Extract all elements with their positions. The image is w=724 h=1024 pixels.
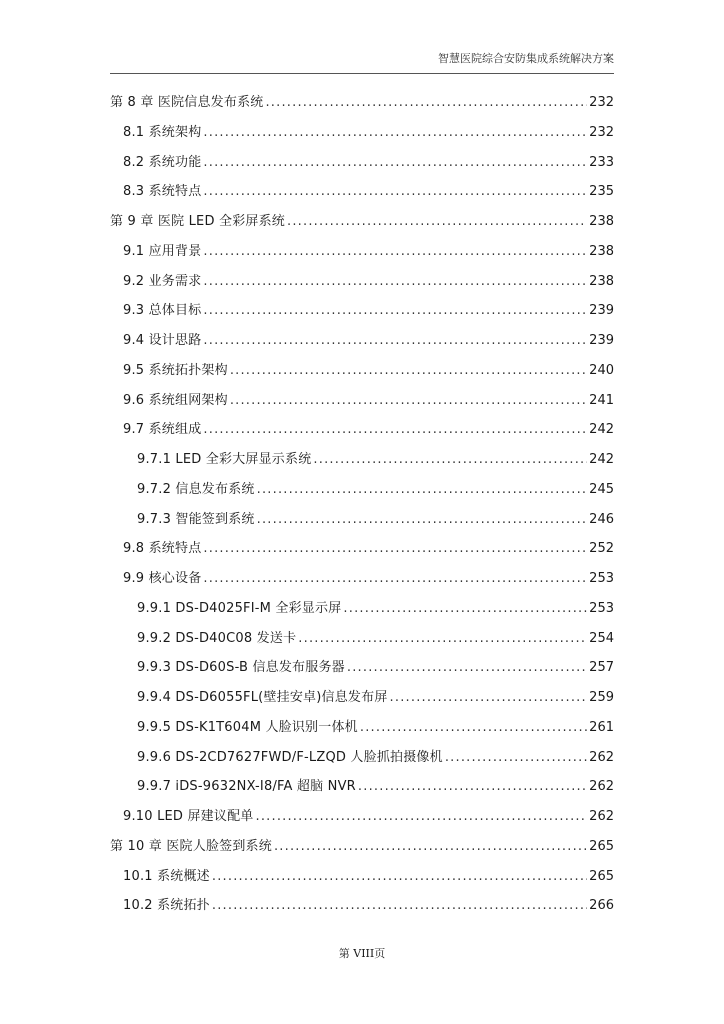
toc-entry-title: 9.7.2 信息发布系统 <box>137 481 255 497</box>
toc-entry[interactable] <box>110 445 614 475</box>
toc-entry-page-number: 238 <box>589 243 614 259</box>
toc-dot-leader <box>203 415 587 445</box>
toc-entry[interactable] <box>110 624 614 654</box>
toc-entry-title: 第 10 章 医院人脸签到系统 <box>110 838 272 854</box>
toc-entry-page-number: 265 <box>589 868 614 884</box>
toc-entry[interactable] <box>110 743 614 773</box>
toc-entry-title: 9.8 系统特点 <box>123 541 202 557</box>
toc-entry-page-number: 266 <box>589 898 614 914</box>
toc-dot-leader <box>298 624 587 654</box>
toc-entry-page-number: 252 <box>589 541 614 557</box>
toc-entry[interactable] <box>110 475 614 505</box>
toc-entry-page-number: 259 <box>589 690 614 705</box>
toc-entry-page-number: 238 <box>589 214 614 229</box>
toc-entry-page-number: 239 <box>589 303 614 319</box>
toc-entry-title: 9.2 业务需求 <box>123 273 202 289</box>
toc-dot-leader <box>343 594 587 624</box>
toc-entry-page-number: 235 <box>589 184 614 200</box>
toc-entry-title: 9.9.2 DS-D40C08 发送卡 <box>137 630 297 646</box>
toc-dot-leader <box>257 505 588 535</box>
toc-dot-leader <box>230 386 587 416</box>
toc-entry-title: 9.10 LED 屏建议配单 <box>123 809 254 824</box>
toc-dot-leader <box>265 88 587 118</box>
toc-entry[interactable] <box>110 356 614 386</box>
toc-entry-title: 9.6 系统组网架构 <box>123 392 228 408</box>
toc-dot-leader <box>203 148 587 178</box>
toc-dot-leader <box>203 564 587 594</box>
toc-entry[interactable] <box>110 415 614 445</box>
toc-entry[interactable] <box>110 177 614 207</box>
toc-entry-title: 9.4 设计思路 <box>123 333 202 348</box>
toc-entry-page-number: 240 <box>589 362 614 378</box>
toc-entry-title: 9.1 应用背景 <box>123 243 202 259</box>
toc-entry-title: 9.3 总体目标 <box>123 303 202 319</box>
toc-entry-page-number: 241 <box>589 392 614 408</box>
toc-entry-page-number: 242 <box>589 452 614 467</box>
toc-entry[interactable] <box>110 564 614 594</box>
toc-entry[interactable] <box>110 326 614 356</box>
toc-entry-title: 第 9 章 医院 LED 全彩屏系统 <box>110 214 285 229</box>
toc-entry-page-number: 257 <box>589 660 614 676</box>
toc-entry-page-number: 233 <box>589 154 614 170</box>
toc-entry-title: 9.9.3 DS-D60S-B 信息发布服务器 <box>137 660 345 676</box>
toc-entry-title: 9.7.1 LED 全彩大屏显示系统 <box>137 452 312 467</box>
toc-dot-leader <box>360 713 587 743</box>
toc-dot-leader <box>445 743 587 773</box>
page-number: 第 VIII页 <box>338 947 386 960</box>
toc-entry[interactable] <box>110 237 614 267</box>
toc-entry-title: 9.9.6 DS-2CD7627FWD/F-LZQD 人脸抓拍摄像机 <box>137 749 443 765</box>
toc-entry[interactable] <box>110 683 614 713</box>
toc-entry-page-number: 262 <box>589 749 614 765</box>
toc-dot-leader <box>257 475 588 505</box>
toc-dot-leader <box>203 296 587 326</box>
toc-entry[interactable] <box>110 891 614 921</box>
toc-entry[interactable] <box>110 534 614 564</box>
toc-entry[interactable] <box>110 772 614 802</box>
toc-entry[interactable] <box>110 653 614 683</box>
toc-entry-title: 第 8 章 医院信息发布系统 <box>110 95 264 110</box>
toc-entry-title: 9.9.4 DS-D6055FL(壁挂安卓)信息发布屏 <box>137 690 388 705</box>
toc-entry-title: 8.3 系统特点 <box>123 184 202 200</box>
toc-entry[interactable] <box>110 832 614 862</box>
toc-entry[interactable] <box>110 296 614 326</box>
toc-entry[interactable] <box>110 267 614 297</box>
toc-entry-title: 9.9.1 DS-D4025FI-M 全彩显示屏 <box>137 600 342 616</box>
toc-entry-title: 9.9 核心设备 <box>123 571 202 586</box>
toc-entry-page-number: 245 <box>589 481 614 497</box>
toc-dot-leader <box>255 802 587 832</box>
header-divider <box>110 73 614 74</box>
toc-entry[interactable] <box>110 118 614 148</box>
toc-dot-leader <box>230 356 587 386</box>
toc-dot-leader <box>203 118 587 148</box>
toc-entry[interactable] <box>110 862 614 892</box>
toc-dot-leader <box>287 207 587 237</box>
toc-dot-leader <box>313 445 587 475</box>
toc-entry[interactable] <box>110 594 614 624</box>
toc-entry-title: 9.7 系统组成 <box>123 422 202 438</box>
toc-entry-title: 10.2 系统拓扑 <box>123 898 210 914</box>
toc-entry[interactable] <box>110 386 614 416</box>
toc-dot-leader <box>212 862 587 892</box>
table-of-contents <box>110 88 614 921</box>
toc-entry-page-number: 232 <box>589 95 614 110</box>
toc-dot-leader <box>274 832 587 862</box>
toc-entry[interactable] <box>110 505 614 535</box>
toc-entry[interactable] <box>110 88 614 118</box>
toc-entry-page-number: 246 <box>589 511 614 527</box>
toc-dot-leader <box>212 891 587 921</box>
toc-dot-leader <box>390 683 588 713</box>
toc-dot-leader <box>347 653 587 683</box>
toc-entry[interactable] <box>110 802 614 832</box>
toc-entry-title: 9.7.3 智能签到系统 <box>137 511 255 527</box>
toc-entry-title: 9.5 系统拓扑架构 <box>123 362 228 378</box>
toc-dot-leader <box>203 177 587 207</box>
toc-entry-title: 9.9.5 DS-K1T604M 人脸识别一体机 <box>137 719 358 735</box>
toc-entry-title: 9.9.7 iDS-9632NX-I8/FA 超脑 NVR <box>137 779 356 795</box>
toc-entry-page-number: 254 <box>589 630 614 646</box>
toc-entry-page-number: 232 <box>589 124 614 140</box>
toc-entry[interactable] <box>110 148 614 178</box>
toc-entry-page-number: 242 <box>589 422 614 438</box>
toc-entry-page-number: 261 <box>589 719 614 735</box>
toc-entry-title: 8.1 系统架构 <box>123 124 202 140</box>
toc-dot-leader <box>203 267 587 297</box>
toc-dot-leader <box>203 326 587 356</box>
toc-entry-page-number: 262 <box>589 779 614 795</box>
toc-dot-leader <box>358 772 587 802</box>
running-header-title: 智慧医院综合安防集成系统解决方案 <box>438 52 614 65</box>
toc-dot-leader <box>203 534 587 564</box>
toc-entry-page-number: 238 <box>589 273 614 289</box>
toc-entry-page-number: 262 <box>589 809 614 824</box>
toc-entry-title: 8.2 系统功能 <box>123 154 202 170</box>
toc-dot-leader <box>203 237 587 267</box>
toc-entry-page-number: 253 <box>589 600 614 616</box>
toc-entry-page-number: 253 <box>589 571 614 586</box>
toc-entry-title: 10.1 系统概述 <box>123 868 210 884</box>
toc-entry-page-number: 265 <box>589 838 614 854</box>
toc-entry[interactable] <box>110 207 614 237</box>
toc-entry[interactable] <box>110 713 614 743</box>
toc-entry-page-number: 239 <box>589 333 614 348</box>
